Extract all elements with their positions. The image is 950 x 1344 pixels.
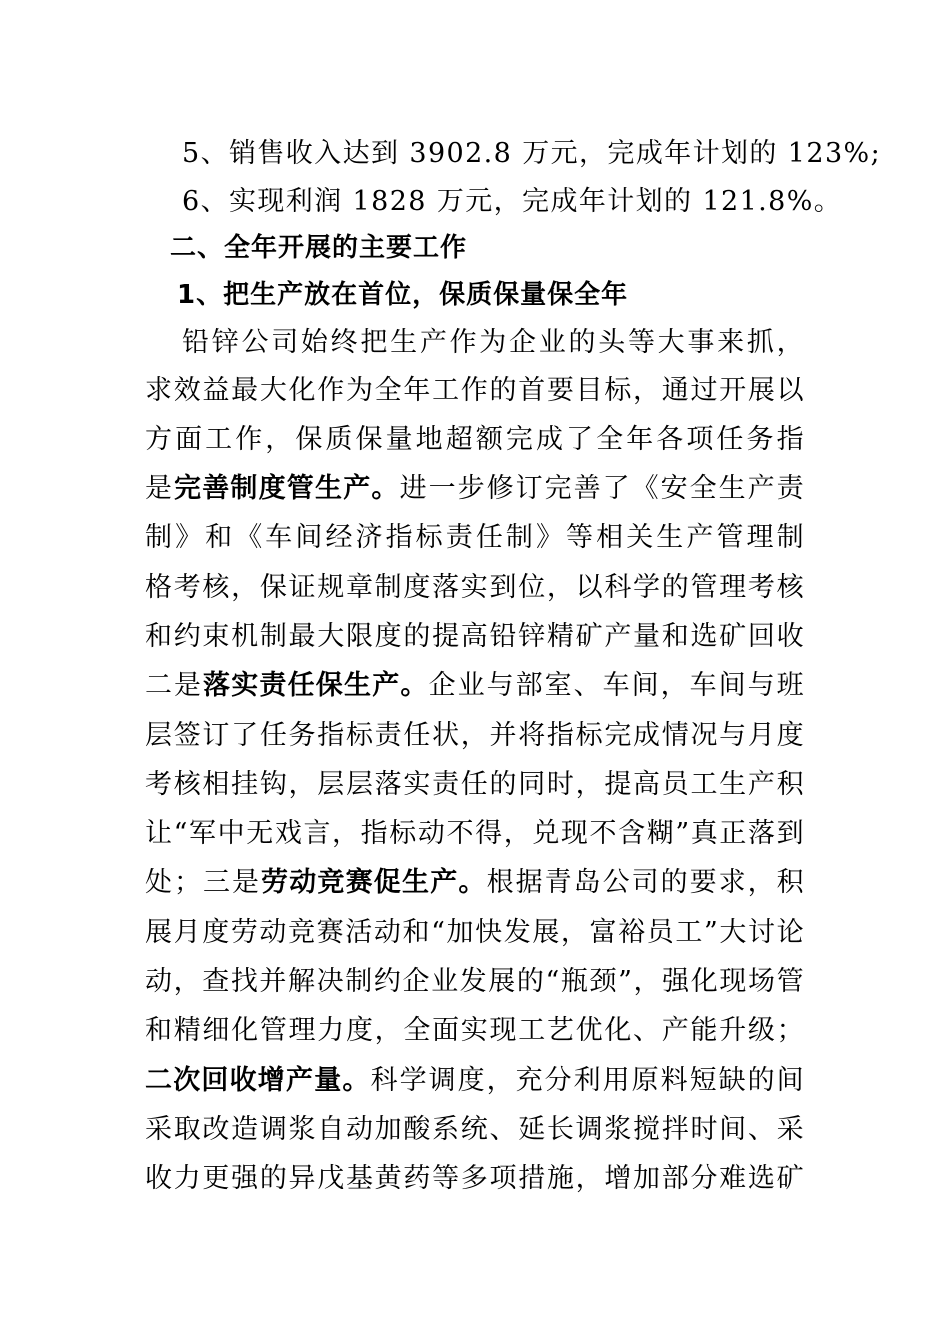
paragraph-line-16 bbox=[145, 1063, 805, 1099]
paragraph-line-3: 方面工作，保质保量地超额完成了全年各项任务指 bbox=[145, 424, 805, 455]
plain-text: 企业与部室、车间，车间与班 bbox=[428, 670, 805, 701]
plain-text: 二是 bbox=[145, 670, 203, 701]
plain-text: 处；三是 bbox=[145, 867, 261, 898]
paragraph-line-14: 动，查找并解决制约企业发展的“瓶颈”，强化现场管 bbox=[145, 966, 805, 997]
paragraph-line-7: 和约束机制最大限度的提高铅锌精矿产量和选矿回收 bbox=[145, 621, 805, 652]
paragraph-line-15: 和精细化管理力度，全面实现工艺优化、产能升级； bbox=[145, 1015, 805, 1046]
paragraph-line-17: 采取改造调浆自动加酸系统、延长调浆搅拌时间、采 bbox=[145, 1114, 805, 1145]
paragraph-line-5: 制》和《车间经济指标责任制》等相关生产管理制 bbox=[145, 522, 805, 553]
section-heading: 二、全年开展的主要工作 bbox=[170, 233, 468, 263]
paragraph-line-1: 铅锌公司始终把生产作为企业的头等大事来抓， bbox=[182, 327, 805, 358]
list-item-profit: 6、实现利润 1828 万元，完成年计划的 121.8%。 bbox=[182, 186, 843, 217]
plain-text: 科学调度，充分利用原料短缺的间 bbox=[370, 1065, 805, 1096]
paragraph-line-9: 层签订了任务指标责任状，并将指标完成情况与月度 bbox=[145, 720, 805, 751]
paragraph-line-6: 格考核，保证规章制度落实到位，以科学的管理考核 bbox=[145, 572, 805, 603]
paragraph-line-12 bbox=[145, 865, 805, 901]
bold-phrase: 劳动竞赛促生产。 bbox=[261, 867, 487, 898]
plain-text: 根据青岛公司的要求，积 bbox=[486, 867, 805, 898]
paragraph-line-10: 考核相挂钩，层层落实责任的同时，提高员工生产积 bbox=[145, 769, 805, 800]
bold-phrase: 落实责任保生产。 bbox=[203, 670, 429, 701]
paragraph-line-13: 展月度劳动竞赛活动和“加快发展，富裕员工”大讨论 bbox=[145, 917, 805, 948]
paragraph-line-2: 求效益最大化作为全年工作的首要目标，通过开展以 bbox=[145, 375, 805, 406]
paragraph-line-4 bbox=[145, 471, 805, 507]
paragraph-line-11: 让“军中无戏言，指标动不得，兑现不含糊”真正落到 bbox=[145, 818, 805, 849]
paragraph-line-18: 收力更强的异戊基黄药等多项措施，增加部分难选矿 bbox=[145, 1163, 805, 1194]
subheading: 1、把生产放在首位，保质保量保全年 bbox=[177, 280, 629, 310]
bold-phrase: 完善制度管生产。 bbox=[174, 473, 400, 504]
bold-phrase: 二次回收增产量。 bbox=[145, 1065, 371, 1096]
list-item-sales: 5、销售收入达到 3902.8 万元，完成年计划的 123%; bbox=[182, 138, 882, 169]
plain-text: 进一步修订完善了《安全生产责 bbox=[399, 473, 805, 504]
plain-text: 是 bbox=[145, 473, 174, 504]
paragraph-line-8 bbox=[145, 668, 805, 704]
